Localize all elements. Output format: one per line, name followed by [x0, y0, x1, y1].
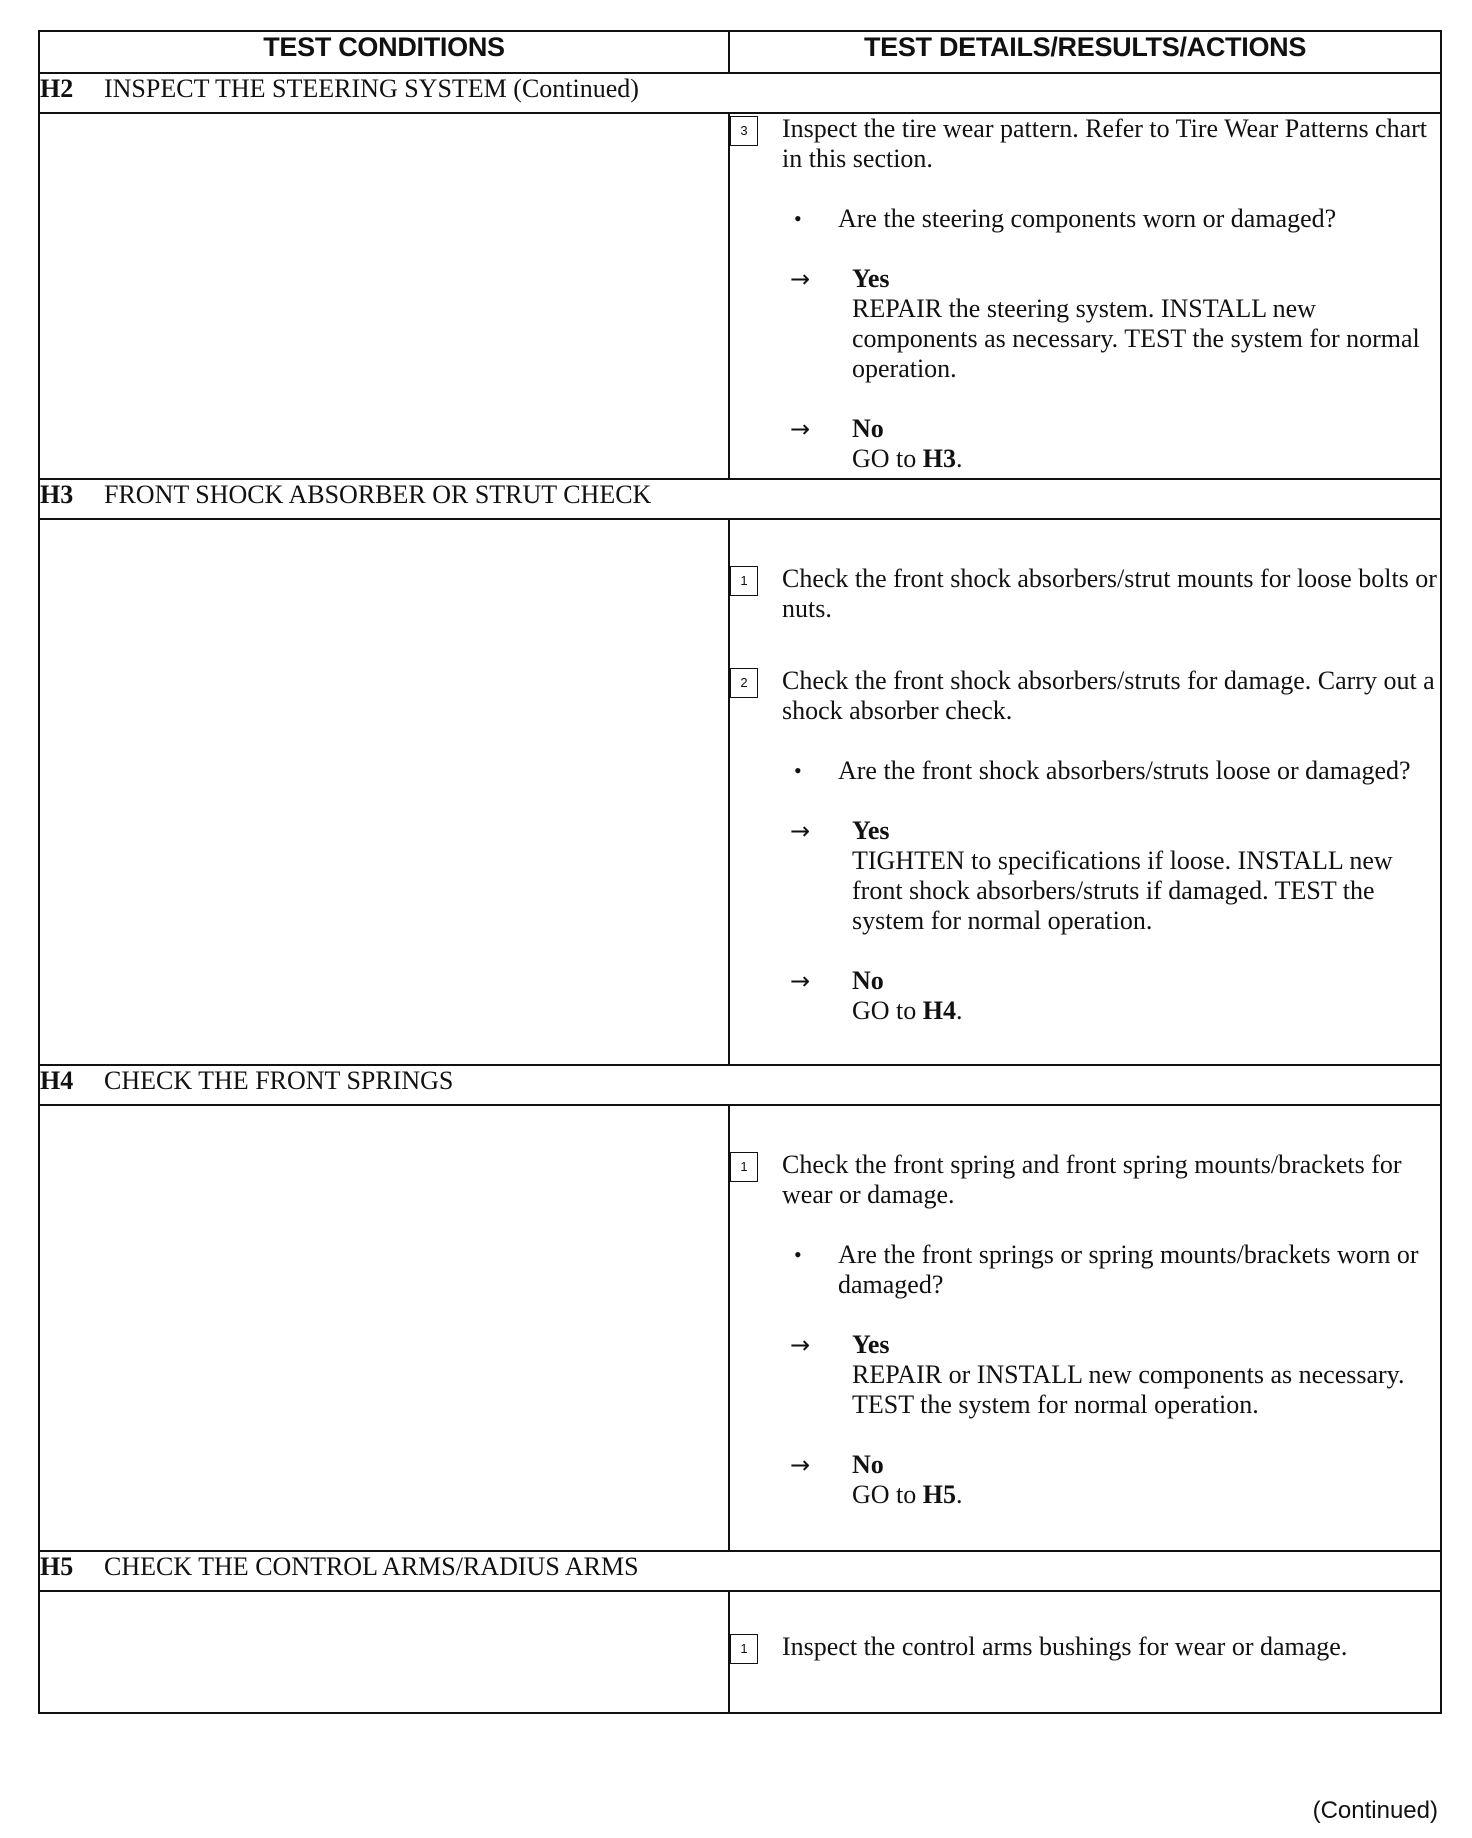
section-row-h2 — [39, 73, 1441, 113]
bullet-icon: • — [794, 1242, 802, 1267]
step-text: Check the front shock absorbers/strut mounts for loose bolts or nuts. — [782, 564, 1437, 623]
section-body-h4 — [39, 1105, 1441, 1551]
question — [790, 756, 1440, 786]
arrow-right-icon: → — [790, 265, 811, 293]
answer-label-no: No — [852, 1450, 884, 1479]
go-to-prefix: GO to — [852, 444, 917, 473]
answer-no — [790, 414, 1440, 474]
section-id: H3 — [40, 480, 74, 509]
test-conditions-cell — [39, 1591, 729, 1713]
table-header-row — [39, 31, 1441, 73]
test-conditions-cell — [39, 1105, 729, 1551]
go-to-prefix: GO to — [852, 1480, 917, 1509]
step — [730, 1632, 1440, 1664]
answer-action: TIGHTEN to specifications if loose. INSTALL new front shock absorbers/struts if damaged. TEST the system for normal operation. — [852, 846, 1393, 935]
go-to-suffix: . — [956, 996, 963, 1025]
section-body-h3 — [39, 519, 1441, 1065]
step — [730, 666, 1440, 726]
arrow-right-icon: → — [790, 967, 811, 995]
section-id: H4 — [40, 1066, 74, 1095]
test-details-cell — [729, 1105, 1441, 1551]
answer-action: REPAIR the steering system. INSTALL new components as necessary. TEST the system for normal operation. — [852, 294, 1420, 383]
go-to-target: H4 — [922, 996, 957, 1025]
section-heading-h4 — [39, 1065, 1441, 1105]
answer-yes — [790, 264, 1440, 384]
answer-label-yes: Yes — [852, 816, 890, 845]
step-text: Check the front spring and front spring mounts/brackets for wear or damage. — [782, 1150, 1402, 1209]
question-text: Are the front shock absorbers/struts loose or damaged? — [838, 756, 1411, 785]
section-body-h2 — [39, 113, 1441, 479]
step — [730, 1150, 1440, 1210]
question-text: Are the front springs or spring mounts/brackets worn or damaged? — [838, 1240, 1419, 1299]
section-row-h5 — [39, 1551, 1441, 1591]
section-heading-h2 — [39, 73, 1441, 113]
section-title: FRONT SHOCK ABSORBER OR STRUT CHECK — [104, 480, 652, 509]
step-text: Inspect the control arms bushings for wear or damage. — [782, 1632, 1348, 1661]
section-heading-h5 — [39, 1551, 1441, 1591]
continued-footer: (Continued) — [1312, 1797, 1438, 1824]
section-heading-h3 — [39, 479, 1441, 519]
question-text: Are the steering components worn or damaged? — [838, 204, 1337, 233]
section-id: H5 — [40, 1552, 74, 1581]
step-number-box: 1 — [730, 566, 758, 596]
test-conditions-cell — [39, 519, 729, 1065]
go-to-suffix: . — [956, 444, 963, 473]
go-to-prefix: GO to — [852, 996, 917, 1025]
go-to-suffix: . — [956, 1480, 963, 1509]
answer-yes — [790, 1330, 1440, 1420]
section-title: CHECK THE FRONT SPRINGS — [104, 1066, 454, 1095]
step-number-box: 2 — [730, 668, 758, 698]
section-title: CHECK THE CONTROL ARMS/RADIUS ARMS — [104, 1552, 639, 1581]
answer-label-no: No — [852, 966, 884, 995]
step-number-box: 3 — [730, 116, 758, 146]
header-test-details: TEST DETAILS/RESULTS/ACTIONS — [729, 31, 1441, 73]
bullet-icon: • — [794, 758, 802, 783]
step — [730, 114, 1440, 174]
test-details-cell — [729, 113, 1441, 479]
step-text: Check the front shock absorbers/struts for damage. Carry out a shock absorber check. — [782, 666, 1435, 725]
question — [790, 204, 1440, 234]
diagnostic-table — [38, 30, 1442, 1714]
arrow-right-icon: → — [790, 1331, 811, 1359]
step — [730, 564, 1440, 624]
test-details-cell — [729, 519, 1441, 1065]
section-row-h3 — [39, 479, 1441, 519]
arrow-right-icon: → — [790, 1451, 811, 1479]
go-to-target: H5 — [922, 1480, 957, 1509]
header-test-conditions: TEST CONDITIONS — [39, 31, 729, 73]
question — [790, 1240, 1440, 1300]
test-conditions-cell — [39, 113, 729, 479]
page — [38, 30, 1440, 1714]
section-body-h5 — [39, 1591, 1441, 1713]
arrow-right-icon: → — [790, 817, 811, 845]
step-text: Inspect the tire wear pattern. Refer to Tire Wear Patterns chart in this section. — [782, 114, 1428, 173]
answer-label-yes: Yes — [852, 264, 890, 293]
go-to-target: H3 — [922, 444, 957, 473]
test-details-cell — [729, 1591, 1441, 1713]
answer-yes — [790, 816, 1440, 936]
bullet-icon: • — [794, 206, 802, 231]
answer-label-yes: Yes — [852, 1330, 890, 1359]
answer-action: REPAIR or INSTALL new components as necessary. TEST the system for normal operation. — [852, 1360, 1405, 1419]
section-title: INSPECT THE STEERING SYSTEM (Continued) — [104, 74, 639, 103]
step-number-box: 1 — [730, 1152, 758, 1182]
answer-no — [790, 966, 1440, 1026]
section-id: H2 — [40, 74, 74, 103]
answer-label-no: No — [852, 414, 884, 443]
step-number-box: 1 — [730, 1634, 758, 1664]
arrow-right-icon: → — [790, 415, 811, 443]
section-row-h4 — [39, 1065, 1441, 1105]
answer-no — [790, 1450, 1440, 1510]
